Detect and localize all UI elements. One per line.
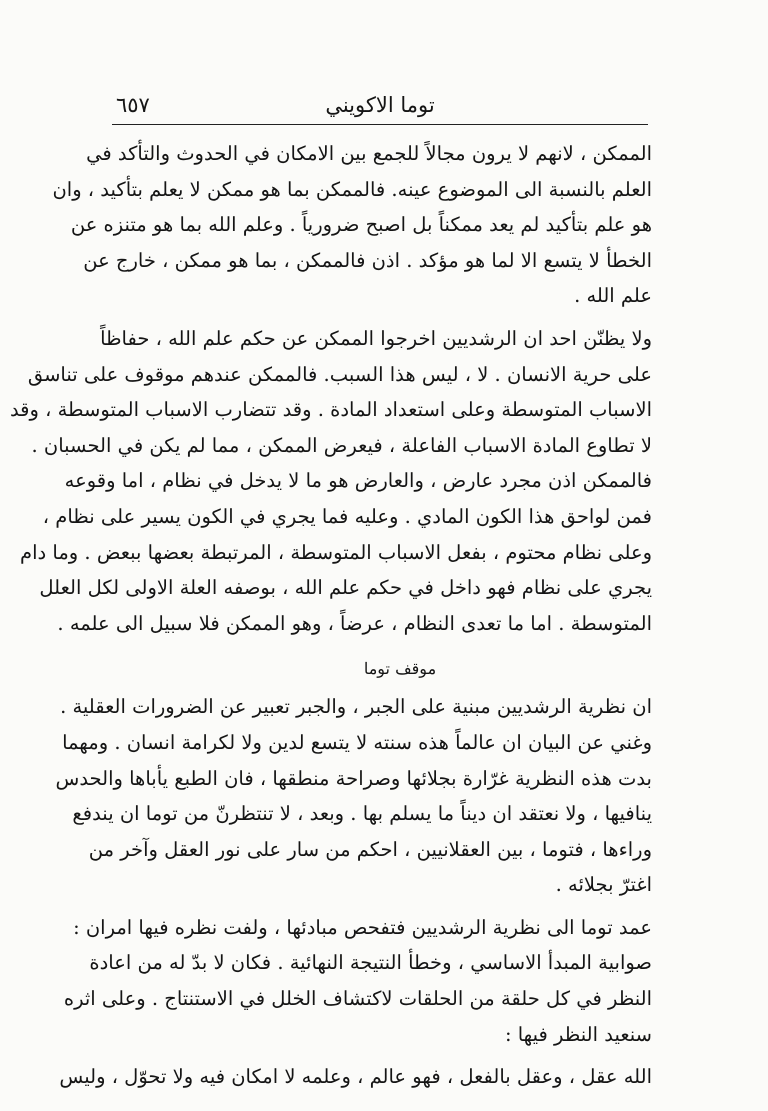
running-header <box>112 90 648 122</box>
text-line: المتوسطة . اما ما تعدى النظام ، عرضاً ، وهو الممكن فلا سبيل الى علمه . <box>57 611 652 635</box>
text-line: الخطأ لا يتسع الا لما هو مؤكد . اذن فالممكن ، بما هو ممكن ، خارج عن <box>83 248 652 272</box>
text-line: العلم بالنسبة الى الموضوع عينه. فالممكن بما هو ممكن لا يعلم بتأكيد ، وان <box>52 177 652 201</box>
text-line: عمد توما الى نظرية الرشديين فتفحص مبادئها ، ولفت نظره فيها امران : <box>73 915 652 939</box>
text-line: وغني عن البيان ان عالماً هذه سنته لا يتسع لدين ولا لكرامة انسان . ومهما <box>62 730 652 754</box>
text-line: سنعيد النظر فيها : <box>504 1022 652 1046</box>
text-line: صوابية المبدأ الاساسي ، وخطأ النتيجة النهائية . فكان لا بدّ له من اعادة <box>89 951 652 975</box>
text-line: الله عقل ، وعقل بالفعل ، فهو عالم ، وعلمه لا امكان فيه ولا تحوّل ، وليس <box>59 1065 652 1089</box>
text-line: يجري على نظام فهو داخل في حكم علم الله ، بوصفه العلة الاولى لكل العلل <box>39 576 652 600</box>
text-line: ينافيها ، ولا نعتقد ان ديناً ما يسلم بها . وبعد ، لا تنتظرنّ من توما ان يندفع <box>72 802 652 826</box>
text-line: فمن لواحق هذا الكون المادي . وعليه فما يجري في الكون يسير على نظام ، <box>42 504 652 528</box>
text-line: فالممكن اذن مجرد عارض ، والعارض هو ما لا يدخل في نظام ، اما وقوعه <box>64 469 652 493</box>
text-line: وعلى نظام محتوم ، بفعل الاسباب المتوسطة ، المرتبطة بعضها ببعض . وما دام <box>20 540 652 564</box>
paragraph <box>63 910 652 1052</box>
header-rule <box>112 124 648 125</box>
paragraph <box>55 689 652 903</box>
running-title: توما الاكويني <box>325 93 435 117</box>
text-line: الممكن ، لانهم لا يرون مجالاً للجمع بين الامكان في الحدوث والتأكد في <box>86 142 652 165</box>
text-line: هو علم بتأكيد لم يعد ممكناً بل اصبح ضرورياً . وعلم الله بما هو متنزه عن <box>70 213 652 237</box>
paragraph <box>9 321 652 641</box>
text-line: ولا يظنّن احد ان الرشديين اخرجوا الممكن عن حكم علم الله ، حفاظاً <box>100 326 652 350</box>
body-text <box>9 136 652 1095</box>
text-line: ان نظرية الرشديين مبنية على الجبر ، والجبر تعبير عن الضرورات العقلية . <box>60 695 652 719</box>
paragraph <box>52 136 652 314</box>
text-line: النظر في كل حلقة من الحلقات لاكتشاف الخلل في الاستنتاج . وعلى اثره <box>63 987 652 1011</box>
paragraph-gap <box>108 314 652 321</box>
section-heading: موقف توما <box>363 659 437 679</box>
text-line: الاسباب المتوسطة وعلى استعداد المادة . وقد تتضارب الاسباب المتوسطة ، وقد <box>9 398 652 422</box>
paragraph-gap <box>108 903 652 910</box>
text-line: وراءها ، فتوما ، بين العقلانيين ، احكم من سار على نور العقل وآخر من <box>88 837 652 861</box>
text-line: على حرية الانسان . لا ، ليس هذا السبب. فالممكن عندهم موقوف على تناسق <box>27 362 652 386</box>
paragraph <box>59 1059 652 1095</box>
text-line: علم الله . <box>574 284 652 308</box>
text-line: بدت هذه النظرية غرّارة بجلائها وصراحة منطقها ، فان الطبع يأباها والحدس <box>55 766 652 790</box>
paragraph-gap <box>108 1052 652 1059</box>
text-line: اغترّ بجلائه . <box>555 873 652 897</box>
text-line: لا تطاوع المادة الاسباب الفاعلة ، فيعرض الممكن ، مما لم يكن في الحسبان . <box>31 433 652 457</box>
page-number: ٦٥٧ <box>116 93 150 117</box>
